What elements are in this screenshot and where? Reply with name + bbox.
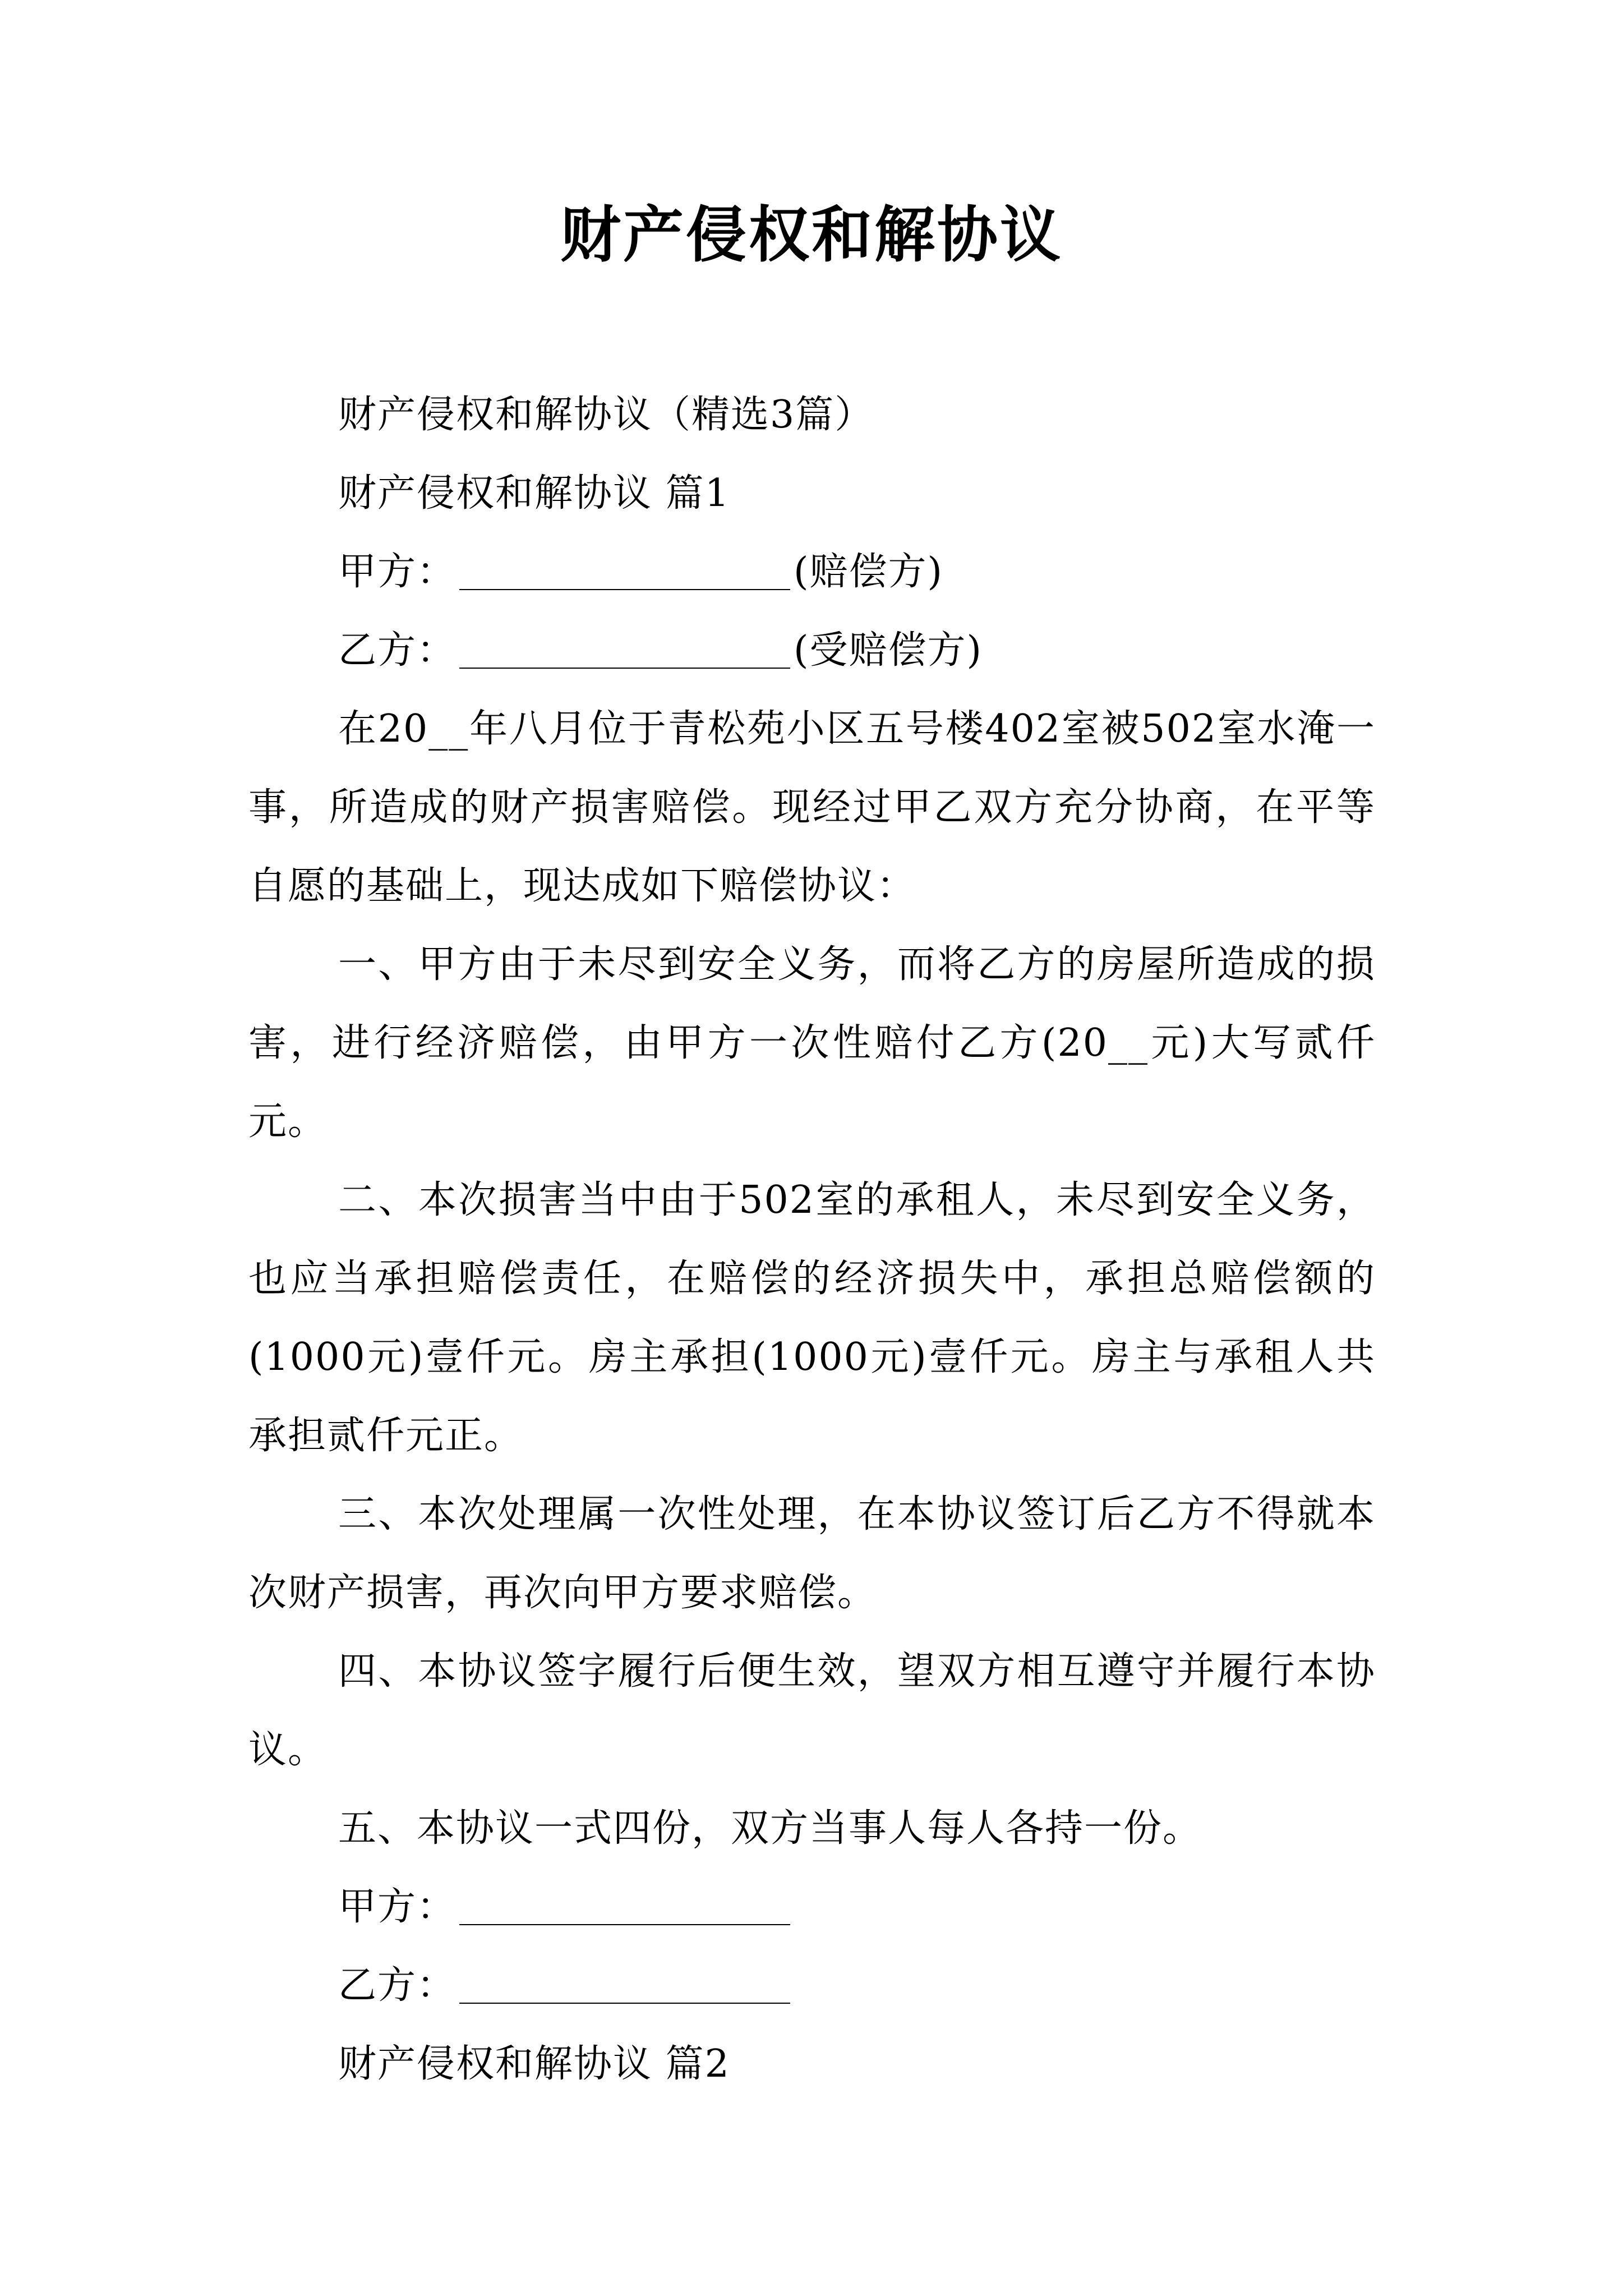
- signature-a-blank: [459, 1886, 790, 1925]
- signature-a-label: 甲方：: [338, 1885, 457, 1929]
- document-title: 财产侵权和解协议: [560, 200, 1063, 270]
- section-heading-2: 财产侵权和解协议 篇2: [338, 2042, 730, 2086]
- clause-5: 五、本协议一式四份，双方当事人每人各持一份。: [338, 1806, 1202, 1851]
- party-b-line: [248, 611, 1376, 690]
- party-b-label: 乙方：: [338, 628, 457, 673]
- party-a-blank: [459, 551, 790, 590]
- signature-b-blank: [459, 1964, 790, 2004]
- signature-b-label: 乙方：: [338, 1963, 457, 2008]
- signature-a-line: [248, 1868, 1376, 1947]
- clause-4: 四、本协议签字履行后便生效，望双方相互遵守并履行本协议。: [248, 1649, 1376, 1772]
- party-a-line: [248, 533, 1376, 611]
- party-a-label: 甲方：: [338, 550, 457, 594]
- section-heading-1: 财产侵权和解协议 篇1: [338, 471, 730, 516]
- paragraph-preamble: 在20__年八月位于青松苑小区五号楼402室被502室水淹一事，所造成的财产损害赔偿。现经过甲乙双方充分协商，在平等自愿的基础上，现达成如下赔偿协议：: [248, 707, 1376, 908]
- party-a-role: (赔偿方): [794, 550, 944, 594]
- clause-2: 二、本次损害当中由于502室的承租人，未尽到安全义务，也应当承担赔偿责任，在赔偿的经济损失中，承担总赔偿额的(1000元)壹仟元。房主承担(1000元)壹仟元。房主与承租人共承担贰仟元正。: [248, 1178, 1376, 1458]
- document-body: [248, 376, 1376, 2104]
- party-b-blank: [459, 629, 790, 669]
- clause-1: 一、甲方由于未尽到安全义务，而将乙方的房屋所造成的损害，进行经济赔偿，由甲方一次性赔付乙方(20__元)大写贰仟元。: [248, 942, 1376, 1144]
- intro-line: 财产侵权和解协议（精选3篇）: [338, 393, 874, 437]
- clause-3: 三、本次处理属一次性处理，在本协议签订后乙方不得就本次财产损害，再次向甲方要求赔偿。: [248, 1492, 1376, 1615]
- signature-b-line: [248, 1947, 1376, 2025]
- party-b-role: (受赔偿方): [794, 628, 983, 673]
